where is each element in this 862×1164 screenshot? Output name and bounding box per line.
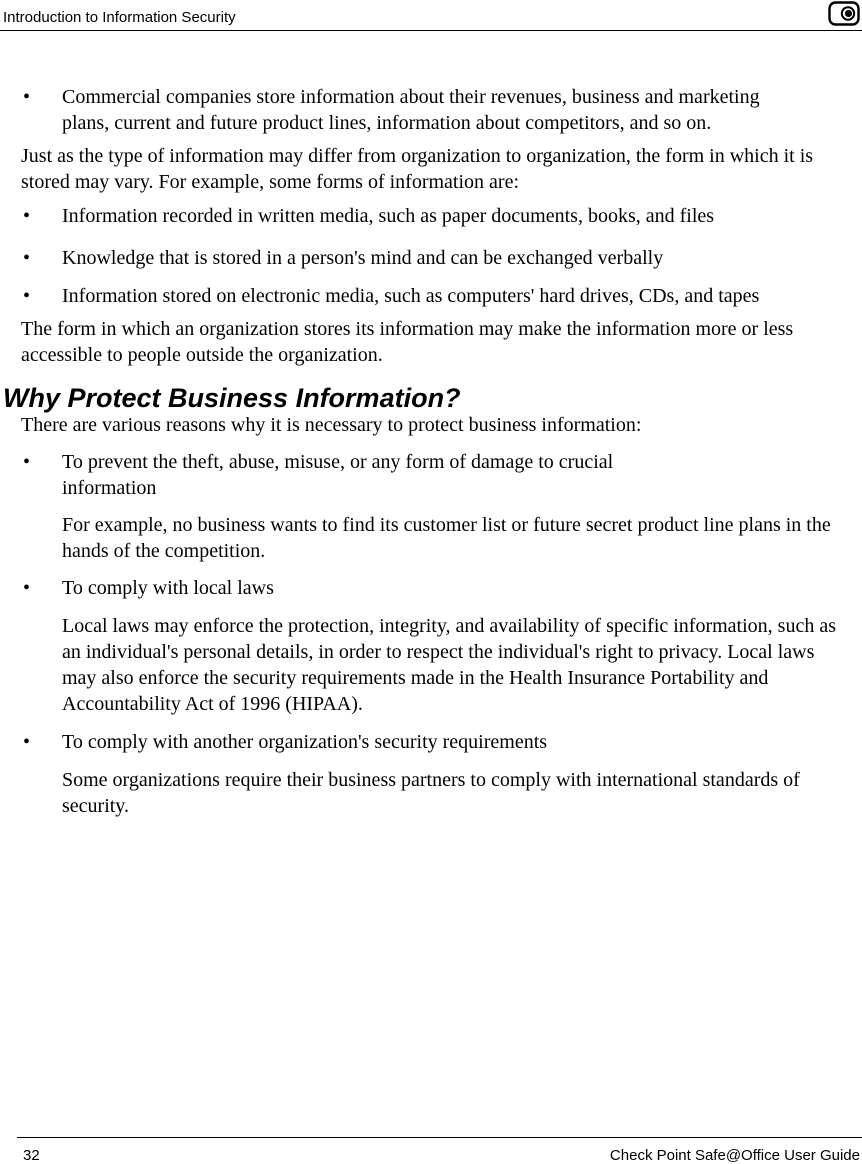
bullet-knowledge: • Knowledge that is stored in a person's mind and can be exchanged verbally	[0, 245, 862, 271]
guide-title: Check Point Safe@Office User Guide	[609, 1147, 860, 1164]
reason-partner-requirements-detail: Some organizations require their business partners to comply with international standards of security.	[62, 769, 800, 817]
chapter-title: Introduction to Information Security	[3, 9, 236, 26]
eye-icon	[828, 1, 860, 27]
section-intro: There are various reasons why it is necessary to protect business information:	[21, 414, 642, 436]
bullet-written-media: • Information recorded in written media, such as paper documents, books, and files	[0, 203, 862, 229]
page-content	[0, 84, 862, 819]
bullet-reason-theft: • To prevent the theft, abuse, misuse, or any form of damage to crucial information	[0, 449, 862, 501]
paragraph-forms: Just as the type of information may differ from organization to organization, the form in which it is stored may vary. For example, some forms of information are:	[21, 145, 814, 193]
page-header	[0, 0, 862, 31]
section-heading: Why Protect Business Information?	[3, 383, 461, 413]
bullet-electronic-media: • Information stored on electronic media, such as computers' hard drives, CDs, and tapes	[0, 283, 862, 309]
bullet-reason-local-laws: • To comply with local laws	[0, 575, 862, 601]
page-number: 32	[23, 1147, 40, 1164]
bullet-reason-partner-requirements: • To comply with another organization's security requirements	[0, 729, 862, 755]
paragraph-accessibility: The form in which an organization stores its information may make the information more or less accessible to people outside the organization.	[21, 318, 794, 366]
page-footer	[17, 1137, 862, 1164]
bullet-commercial: • Commercial companies store information about their revenues, business and marketing plans, current and future product lines, information about competitors, and so on.	[0, 84, 862, 136]
reason-local-laws-detail: Local laws may enforce the protection, integrity, and availability of specific information, such as an individual's personal details, in order to respect the individual's right to privacy. Local laws may also enforce the security requirements made in the Health Insurance Portability and Accountability Act of 1996 (HIPAA).	[62, 615, 836, 715]
reason-theft-detail: For example, no business wants to find its customer list or future secret product line plans in the hands of the competition.	[62, 514, 831, 562]
